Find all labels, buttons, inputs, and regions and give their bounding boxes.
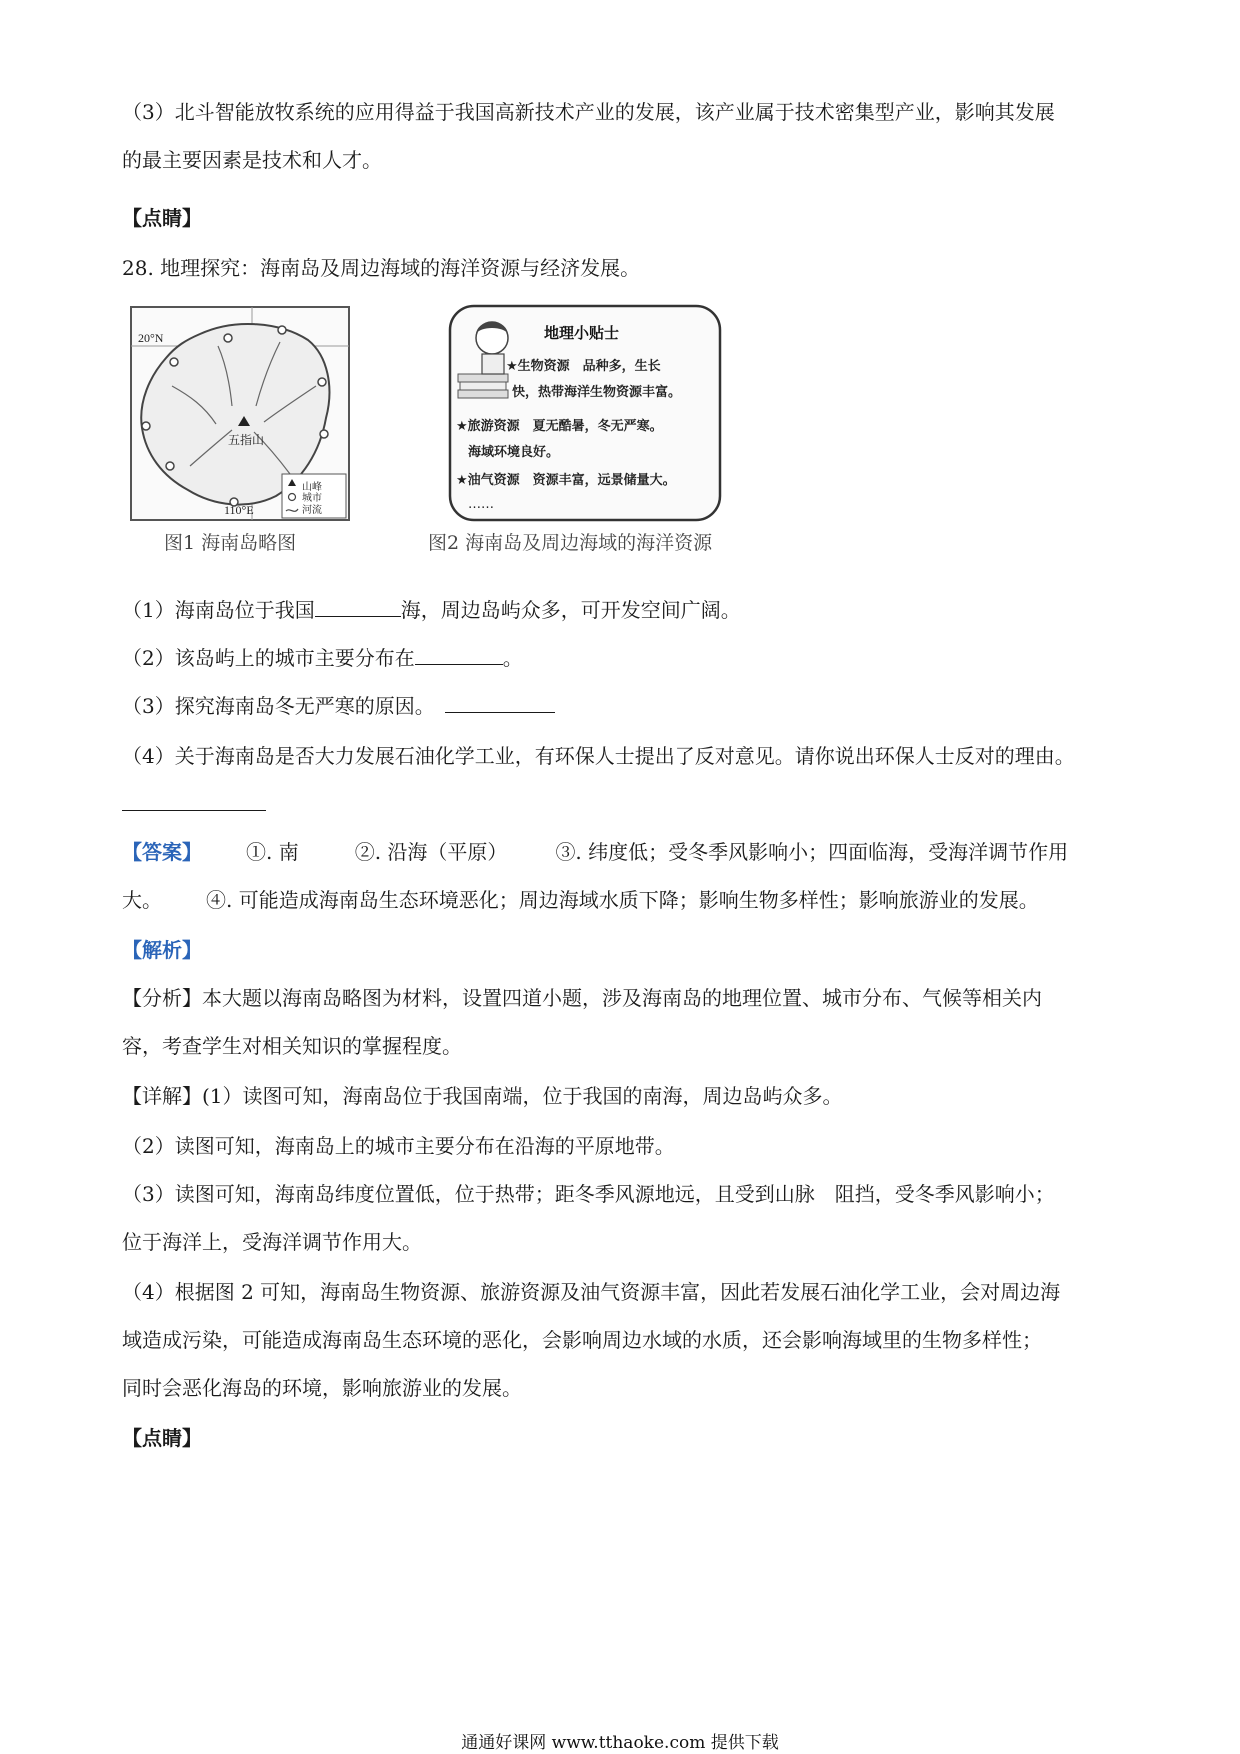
figure-hainan-map <box>130 306 350 521</box>
tips-line: ★油气资源 资源丰富，远景储量大。 <box>456 473 676 488</box>
question-text: 。 <box>502 646 523 670</box>
answer-blank <box>315 596 401 617</box>
legend-item: 山峰 <box>302 482 322 493</box>
analysis-line: 【分析】本大题以海南岛略图为材料，设置四道小题，涉及海南岛的地理位置、城市分布、气候等相关内 <box>122 986 1042 1010</box>
detail-line: （3）读图可知，海南岛纬度位置低，位于热带；距冬季风源地远，且受到山脉 阻挡，受冬季风影响小； <box>122 1182 1055 1206</box>
legend-item: 城市 <box>302 493 322 504</box>
page-footer: 通通好课网 www.tthaoke.com 提供下载 <box>461 1733 779 1753</box>
answer-label: 【答案】 <box>122 840 202 864</box>
detail-line: （4）根据图 2 可知，海南岛生物资源、旅游资源及油气资源丰富，因此若发展石油化学工业，会对周边海 <box>122 1280 1061 1304</box>
text-line: （3）北斗智能放牧系统的应用得益于我国高新技术产业的发展，该产业属于技术密集型产业，影响其发展 <box>122 100 1055 124</box>
answer-item: 大。 <box>122 888 162 912</box>
answer-line <box>122 838 1132 866</box>
answer-blank <box>415 644 503 665</box>
mountain-label: 五指山 <box>228 433 265 447</box>
question-3 <box>122 692 1132 720</box>
tips-title: 地理小贴士 <box>544 324 620 342</box>
answer-blank-line <box>122 810 266 811</box>
legend-item: 河流 <box>302 505 322 516</box>
question-2 <box>122 644 1132 672</box>
tips-line: 快，热带海洋生物资源丰富。 <box>512 385 682 400</box>
tips-line: ★生物资源 品种多，生长 <box>506 359 661 374</box>
question-title: 28. 地理探究：海南岛及周边海域的海洋资源与经济发展。 <box>122 256 641 280</box>
question-text: （1）海南岛位于我国 <box>122 598 315 622</box>
section-label-dianjing: 【点睛】 <box>122 1426 202 1450</box>
text-line: 的最主要因素是技术和人才。 <box>122 148 382 172</box>
detail-line: 同时会恶化海岛的环境，影响旅游业的发展。 <box>122 1376 522 1400</box>
figure2-caption: 图2 海南岛及周边海域的海洋资源 <box>428 532 713 554</box>
latitude-label: 20°N <box>138 331 164 345</box>
tips-line: 海域环境良好。 <box>468 445 560 460</box>
analysis-line: 容，考查学生对相关知识的掌握程度。 <box>122 1034 462 1058</box>
answer-item: ①. 南 <box>246 840 299 864</box>
tips-card-graphic <box>448 304 722 522</box>
tips-line: …… <box>468 497 494 512</box>
answer-item: ②. 沿海（平原） <box>354 840 508 864</box>
section-label-dianjing: 【点睛】 <box>122 206 202 230</box>
answer-item: ④. 可能造成海南岛生态环境恶化；周边海域水质下降；影响生物多样性；影响旅游业的发展。 <box>206 888 1039 912</box>
detail-line: 位于海洋上，受海洋调节作用大。 <box>122 1230 422 1254</box>
question-1 <box>122 596 1132 624</box>
answer-item: ③. 纬度低；受冬季风影响小；四面临海，受海洋调节作用 <box>555 840 1069 864</box>
figure-tips-card <box>448 304 722 522</box>
longitude-label: 110°E <box>224 503 254 517</box>
tips-line: ★旅游资源 夏无酷暑，冬无严寒。 <box>456 419 663 434</box>
question-text: 海，周边岛屿众多，可开发空间广阔。 <box>400 598 741 622</box>
question-text: （3）探究海南岛冬无严寒的原因。 <box>122 694 435 718</box>
figure1-caption: 图1 海南岛略图 <box>164 532 297 554</box>
answer-line-2 <box>122 886 1132 914</box>
hainan-map-graphic <box>130 306 350 521</box>
detail-line: 域造成污染，可能造成海南岛生态环境的恶化，会影响周边水域的水质，还会影响海域里的生物多样性； <box>122 1328 1042 1352</box>
answer-blank <box>445 692 555 713</box>
jiexi-label: 【解析】 <box>122 938 202 962</box>
question-text: （2）该岛屿上的城市主要分布在 <box>122 646 415 670</box>
question-4: （4）关于海南岛是否大力发展石油化学工业，有环保人士提出了反对意见。请你说出环保人士反对的理由。 <box>122 744 1075 768</box>
detail-line: 【详解】(1）读图可知，海南岛位于我国南端，位于我国的南海，周边岛屿众多。 <box>122 1084 843 1108</box>
detail-line: （2）读图可知，海南岛上的城市主要分布在沿海的平原地带。 <box>122 1134 675 1158</box>
